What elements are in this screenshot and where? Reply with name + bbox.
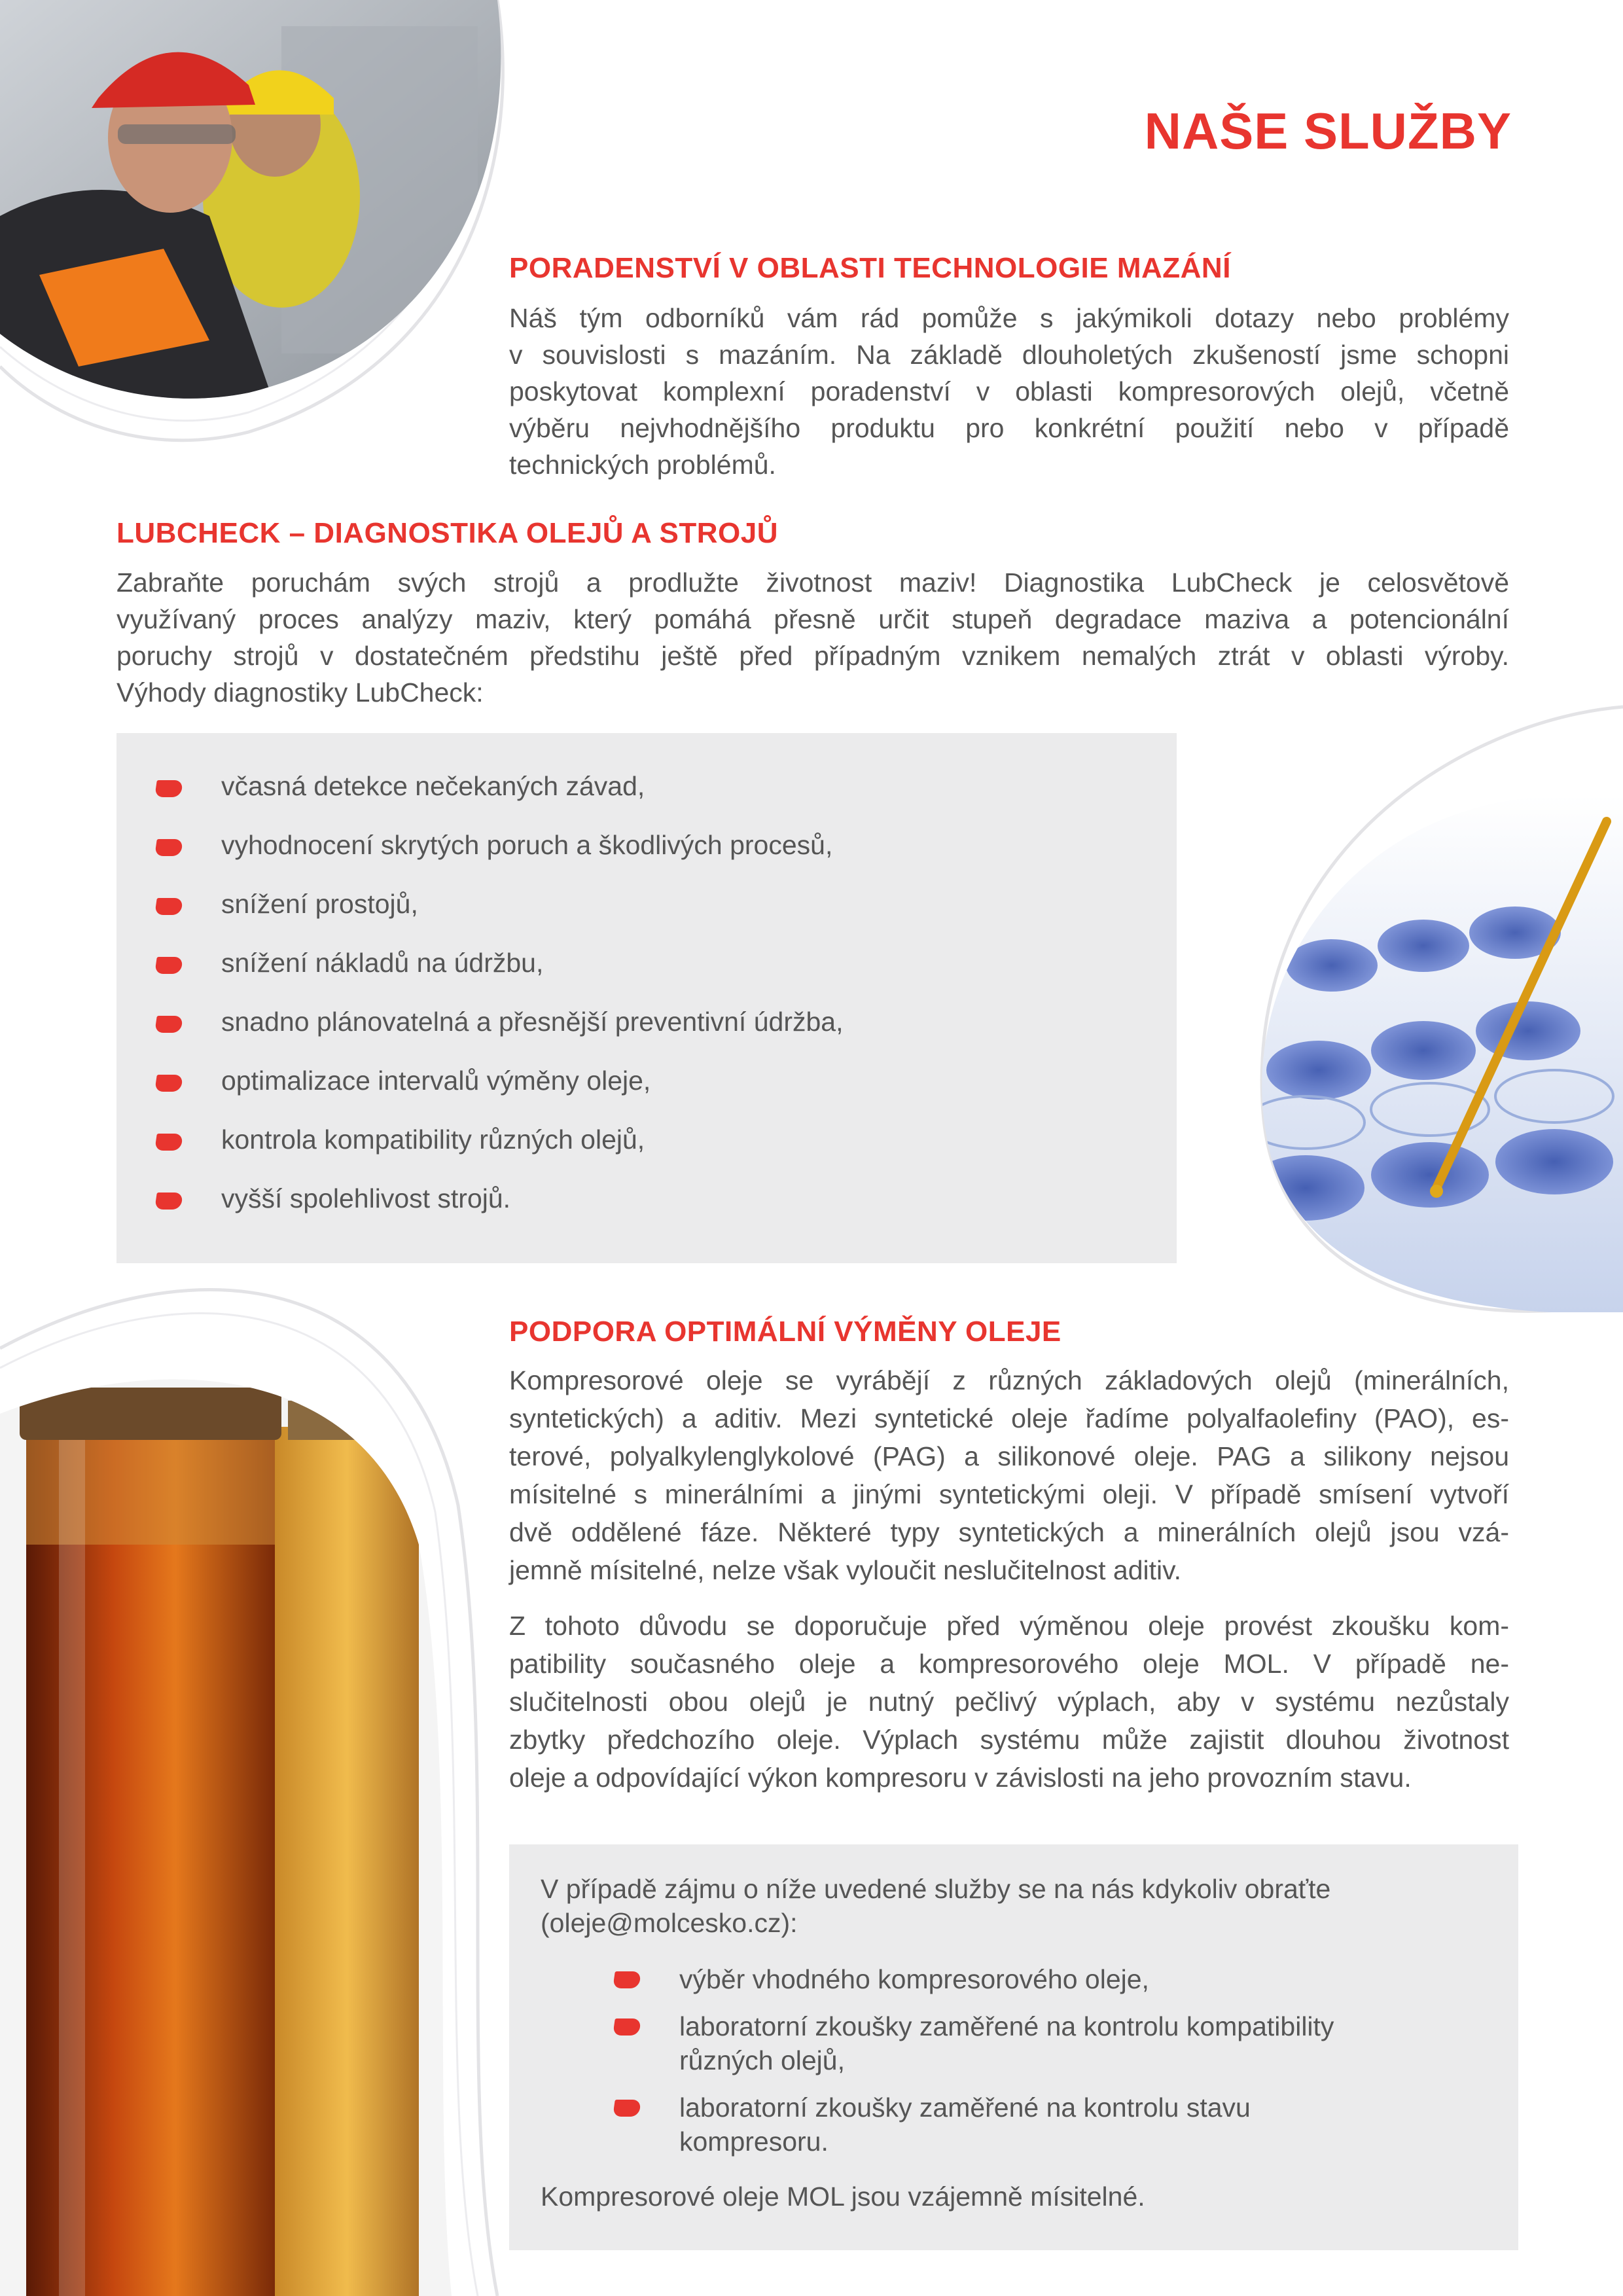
text-line: poskytovat komplexní poradenství v oblasti kompresorových olejů, včetně (509, 376, 1509, 406)
text-line: dvě oddělené fáze. Některé typy syntetických a minerálních olejů jsou vzá- (509, 1517, 1509, 1547)
list-item: výběr vhodného kompresorového oleje, (679, 1962, 1334, 2009)
text-line: poruchy strojů v dostatečném předstihu ještě před případným vznikem nemalých ztrát v oblasti výroby. (116, 641, 1509, 671)
bullet-icon (154, 780, 183, 797)
text-line: patibility současného oleje a kompresorového oleje MOL. V případě ne- (509, 1649, 1509, 1679)
text-line: výběru nejvhodnějšího produktu pro konkrétní použití nebo v případě (509, 413, 1509, 443)
section-heading-lubcheck: LUBCHECK – DIAGNOSTIKA OLEJŮ A STROJŮ (116, 517, 779, 549)
section-oil-change-para2 (509, 1607, 1509, 1797)
contact-intro-line: V případě zájmu o níže uvedené služby se na nás kdykoliv obraťte (541, 1874, 1331, 1904)
list-item: snadno plánovatelná a přesnější preventivní údržba, (221, 1007, 843, 1066)
lubcheck-benefits-box (116, 733, 1177, 1263)
list-item: vyhodnocení skrytých poruch a škodlivých procesů, (221, 830, 843, 889)
text-line: slučitelnosti obou olejů je nutný pečlivý výplach, aby v systému nezůstaly (509, 1687, 1509, 1717)
contact-email[interactable]: (oleje@molcesko.cz): (541, 1908, 798, 1938)
bullet-icon (154, 839, 183, 856)
list-item: snížení prostojů, (221, 889, 843, 948)
text-line: Z tohoto důvodu se doporučuje před výměnou oleje provést zkoušku kom- (509, 1611, 1509, 1641)
section-heading-oil-change: PODPORA OPTIMÁLNÍ VÝMĚNY OLEJE (509, 1316, 1061, 1348)
text-line: jemně mísitelné, nelze však vyloučit neslučitelnost aditiv. (509, 1555, 1181, 1585)
bullet-icon (613, 2018, 641, 2036)
section-heading-lubrication-consulting: PORADENSTVÍ V OBLASTI TECHNOLOGIE MAZÁNÍ (509, 252, 1231, 284)
list-item: kontrola kompatibility různých olejů, (221, 1124, 843, 1183)
list-item: optimalizace intervalů výměny oleje, (221, 1066, 843, 1124)
contact-footer: Kompresorové oleje MOL jsou vzájemně mísitelné. (541, 2181, 1145, 2212)
bullet-icon (154, 1016, 183, 1033)
text-line: terové, polyalkylenglykolové (PAG) a silikonové oleje. PAG a silikony nejsou (509, 1441, 1509, 1471)
section-lubrication-text (509, 300, 1509, 483)
text-line: syntetických) a aditiv. Mezi syntetické oleje řadíme polyalfaolefiny (PAO), es- (509, 1403, 1509, 1433)
text-line: oleje a odpovídající výkon kompresoru v závislosti na jeho provozním stavu. (509, 1763, 1412, 1793)
list-item: laboratorní zkoušky zaměřené na kontrolu stavu kompresoru. (679, 2090, 1334, 2172)
bullet-icon (154, 957, 183, 974)
benefits-list (221, 771, 843, 1242)
contact-services-list (679, 1962, 1334, 2172)
bullet-icon (154, 1075, 183, 1092)
bullet-icon (154, 898, 183, 915)
text-line: mísitelné s minerálními a jinými syntetickými oleji. V případě smísení vytvoří (509, 1479, 1509, 1509)
list-item: laboratorní zkoušky zaměřené na kontrolu kompatibility různých olejů, (679, 2009, 1334, 2090)
section-oil-change-para1 (509, 1361, 1509, 1589)
text-line: Výhody diagnostiky LubCheck: (116, 677, 484, 708)
text-line: v souvislosti s mazáním. Na základě dlouholetých zkušeností jsme schopni (509, 340, 1509, 370)
oil-samples-photo (0, 1374, 452, 2296)
bullet-icon (154, 1134, 183, 1151)
text-line: technických problémů. (509, 450, 776, 480)
list-item: včasná detekce nečekaných závad, (221, 771, 843, 830)
contact-intro (541, 1872, 1330, 1940)
contact-box (509, 1844, 1518, 2250)
text-line: Zabraňte poruchám svých strojů a prodlužte životnost maziv! Diagnostika LubCheck je celosvětově (116, 567, 1509, 598)
section-lubcheck-text (116, 564, 1509, 711)
bullet-icon (154, 1193, 183, 1210)
text-line: využívaný proces analýzy maziv, který pomáhá přesně určit stupeň degradace maziva a potencionální (116, 604, 1509, 634)
page-title: NAŠE SLUŽBY (1144, 102, 1512, 160)
list-item: vyšší spolehlivost strojů. (221, 1183, 843, 1242)
text-line: Kompresorové oleje se vyrábějí z různých základových olejů (minerálních, (509, 1365, 1509, 1395)
text-line: zbytky předchozího oleje. Výplach systému může zajistit dlouhou životnost (509, 1725, 1509, 1755)
text-line: Náš tým odborníků vám rád pomůže s jakýmikoli dotazy nebo problémy (509, 303, 1509, 333)
list-item: snížení nákladů na údržbu, (221, 948, 843, 1007)
bullet-icon (613, 2100, 641, 2117)
bullet-icon (613, 1971, 641, 1988)
